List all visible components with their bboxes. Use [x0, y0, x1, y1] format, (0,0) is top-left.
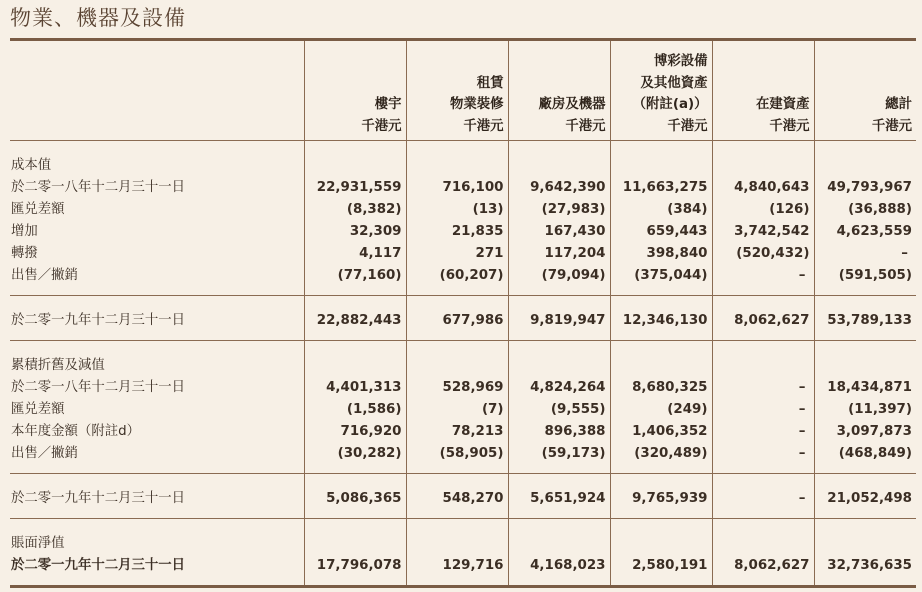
cell-value: 167,430	[544, 224, 606, 239]
cell-value: 2,580,191	[632, 558, 708, 573]
table-cell	[508, 177, 610, 199]
cell-value: –	[798, 402, 806, 417]
table-cell	[406, 377, 508, 399]
table-cell	[610, 177, 712, 199]
cell-value: (36,888)	[848, 202, 912, 217]
cell-value: (468,849)	[838, 446, 912, 461]
table-cell	[610, 310, 712, 332]
table-cell	[712, 177, 814, 199]
table-cell	[610, 377, 712, 399]
table-cell	[610, 199, 712, 221]
cell-value: (591,505)	[838, 268, 912, 283]
section-heading: 賬面淨值	[11, 536, 65, 551]
cell-value: 22,882,443	[316, 313, 402, 328]
table-cell	[610, 243, 712, 265]
table-row	[10, 310, 916, 332]
table-row	[10, 443, 916, 465]
table-cell	[304, 177, 406, 199]
cell-value: 8,680,325	[632, 380, 708, 395]
cell-value: (60,207)	[439, 268, 504, 283]
table-cell	[814, 243, 916, 265]
table-cell	[304, 199, 406, 221]
column-header	[712, 41, 814, 141]
cell-value: 4,168,023	[530, 558, 606, 573]
column-header-line	[713, 51, 810, 73]
table-cell	[814, 399, 916, 421]
cell-value: 716,920	[340, 424, 402, 439]
cell-value: –	[798, 380, 806, 395]
table-cell	[508, 243, 610, 265]
cell-value: (58,905)	[439, 446, 504, 461]
table-cell	[406, 310, 508, 332]
cell-value: 677,986	[442, 313, 504, 328]
cell-value: –	[798, 424, 806, 439]
column-header-line	[509, 73, 606, 95]
table-cell	[508, 421, 610, 443]
cell-value: (126)	[769, 202, 810, 217]
cell-value: 896,388	[544, 424, 606, 439]
cell-value: 4,401,313	[326, 380, 402, 395]
cell-value: 32,309	[349, 224, 402, 239]
table-cell	[610, 443, 712, 465]
cell-value: 3,097,873	[836, 424, 912, 439]
table-cell	[610, 421, 712, 443]
table-row	[10, 488, 916, 510]
column-header-line	[407, 51, 504, 73]
table-cell	[304, 310, 406, 332]
column-header-line: 租賃	[476, 75, 504, 91]
table-cell	[508, 443, 610, 465]
table-cell	[304, 221, 406, 243]
table-cell	[508, 377, 610, 399]
table-cell	[508, 399, 610, 421]
cell-value: (375,044)	[634, 268, 708, 283]
table-row	[10, 265, 916, 287]
cell-value: (30,282)	[337, 446, 402, 461]
section-heading-row	[10, 533, 916, 555]
table-cell	[814, 443, 916, 465]
column-unit: 千港元	[463, 118, 504, 134]
table-cell	[508, 265, 610, 287]
cell-value: 9,765,939	[632, 491, 708, 506]
cell-value: 21,835	[451, 224, 504, 239]
row-label: 本年度金額（附註d）	[11, 424, 141, 439]
row-label: 出售／撇銷	[11, 446, 78, 461]
section-heading-row	[10, 355, 916, 377]
table-cell	[406, 555, 508, 577]
ppe-table	[10, 38, 916, 588]
cell-value: (384)	[667, 202, 708, 217]
table-row	[10, 377, 916, 399]
cell-value: 9,642,390	[530, 180, 606, 195]
cell-value: 53,789,133	[827, 313, 912, 328]
cell-value: (27,983)	[541, 202, 606, 217]
table-cell	[712, 488, 814, 510]
table-cell	[304, 421, 406, 443]
row-label: 於二零一九年十二月三十一日	[11, 313, 186, 328]
cell-value: (8,382)	[346, 202, 402, 217]
header-blank	[10, 41, 304, 141]
cell-value: 4,840,643	[734, 180, 810, 195]
row-label: 出售／撇銷	[11, 268, 78, 283]
table-row	[10, 399, 916, 421]
table-cell	[712, 555, 814, 577]
column-header-line: 廠房及機器	[538, 97, 606, 112]
table-cell	[712, 265, 814, 287]
column-header-line	[713, 73, 810, 95]
table-cell	[814, 555, 916, 577]
cell-value: 8,062,627	[734, 558, 810, 573]
cell-value: 548,270	[442, 491, 504, 506]
cell-value: (320,489)	[634, 446, 708, 461]
table-cell	[712, 443, 814, 465]
table-cell	[508, 488, 610, 510]
column-unit: 千港元	[361, 118, 402, 134]
row-label: 轉撥	[11, 246, 38, 261]
column-header-row	[10, 41, 916, 141]
cell-value: (77,160)	[337, 268, 402, 283]
cell-value: 129,716	[442, 558, 504, 573]
table-cell	[406, 221, 508, 243]
cell-value: (1,586)	[346, 402, 402, 417]
table-cell	[304, 488, 406, 510]
table-cell	[712, 310, 814, 332]
column-header-line: 博彩設備	[653, 54, 708, 69]
table-cell	[814, 265, 916, 287]
column-unit: 千港元	[565, 118, 606, 134]
cell-value: (59,173)	[541, 446, 606, 461]
table-cell	[712, 199, 814, 221]
table-cell	[712, 377, 814, 399]
table-cell	[508, 199, 610, 221]
table-cell	[406, 177, 508, 199]
table-cell	[814, 199, 916, 221]
table-cell	[814, 177, 916, 199]
table-row	[10, 177, 916, 199]
cell-value: 117,204	[544, 246, 606, 261]
cell-value: (7)	[481, 402, 504, 417]
column-header-line	[509, 51, 606, 73]
cell-value: (9,555)	[550, 402, 606, 417]
cell-value: 17,796,078	[316, 558, 402, 573]
column-header	[406, 41, 508, 141]
cell-value: 8,062,627	[734, 313, 810, 328]
cell-value: 21,052,498	[827, 491, 912, 506]
column-header	[304, 41, 406, 141]
row-label: 於二零一九年十二月三十一日	[11, 558, 186, 573]
table-cell	[814, 221, 916, 243]
table-row	[10, 221, 916, 243]
cell-value: 11,663,275	[622, 180, 708, 195]
table-cell	[610, 555, 712, 577]
table-cell	[304, 377, 406, 399]
cell-value: (79,094)	[541, 268, 606, 283]
table-cell	[304, 399, 406, 421]
row-label: 於二零一八年十二月三十一日	[11, 180, 186, 195]
table-cell	[406, 443, 508, 465]
table-cell	[610, 265, 712, 287]
row-label: 於二零一九年十二月三十一日	[11, 491, 186, 506]
cell-value: 4,824,264	[530, 380, 606, 395]
row-label: 增加	[11, 224, 38, 239]
table-cell	[814, 488, 916, 510]
section-heading: 成本值	[11, 158, 52, 173]
table-cell	[610, 488, 712, 510]
cell-value: –	[901, 246, 908, 261]
cell-value: 5,651,924	[530, 491, 606, 506]
cell-value: 4,623,559	[836, 224, 912, 239]
table-cell	[814, 421, 916, 443]
table-cell	[304, 265, 406, 287]
cell-value: 12,346,130	[622, 313, 708, 328]
table-cell	[406, 399, 508, 421]
table-cell	[508, 221, 610, 243]
column-header	[610, 41, 712, 141]
cell-value: 18,434,871	[827, 380, 912, 395]
column-unit: 千港元	[769, 118, 810, 134]
table-cell	[406, 488, 508, 510]
cell-value: (520,432)	[736, 246, 810, 261]
cell-value: (13)	[472, 202, 504, 217]
table-cell	[406, 199, 508, 221]
table-cell	[508, 310, 610, 332]
column-header-line	[305, 51, 402, 73]
table-cell	[610, 399, 712, 421]
column-header-line	[815, 51, 913, 73]
table-cell	[712, 221, 814, 243]
table-row	[10, 243, 916, 265]
column-header-line: 總計	[885, 97, 912, 112]
section-heading-row	[10, 155, 916, 177]
table-row	[10, 421, 916, 443]
table-cell	[304, 243, 406, 265]
cell-value: 659,443	[646, 224, 708, 239]
column-header-line: 物業裝修	[449, 97, 504, 112]
table-row	[10, 555, 916, 577]
cell-value: 3,742,542	[734, 224, 810, 239]
cell-value: 9,819,947	[530, 313, 606, 328]
cell-value: 1,406,352	[632, 424, 708, 439]
table-row	[10, 199, 916, 221]
row-label: 匯兑差額	[11, 202, 65, 217]
table-cell	[814, 310, 916, 332]
row-label: 匯兑差額	[11, 402, 65, 417]
column-header-line: 及其他資產	[640, 75, 708, 91]
column-header-line: 在建資產	[755, 97, 810, 112]
table-cell	[406, 421, 508, 443]
column-header-line: 樓宇	[374, 97, 402, 112]
cell-value: 32,736,635	[827, 558, 912, 573]
table-cell	[406, 265, 508, 287]
cell-value: 271	[475, 246, 504, 261]
table-cell	[508, 555, 610, 577]
cell-value: 528,969	[442, 380, 504, 395]
cell-value: (249)	[667, 402, 708, 417]
column-header	[814, 41, 916, 141]
cell-value: 78,213	[451, 424, 504, 439]
table-cell	[304, 555, 406, 577]
cell-value: –	[798, 268, 806, 283]
section-heading: 累積折舊及減值	[11, 358, 105, 373]
table-cell	[610, 221, 712, 243]
cell-value: 5,086,365	[326, 491, 402, 506]
cell-value: 4,117	[359, 246, 402, 261]
cell-value: –	[798, 491, 806, 506]
column-header	[508, 41, 610, 141]
column-header-line: （附註(a)）	[632, 97, 708, 112]
table-cell	[304, 443, 406, 465]
table-cell	[814, 377, 916, 399]
column-header-line	[305, 73, 402, 95]
table-cell	[712, 421, 814, 443]
column-unit: 千港元	[667, 118, 708, 134]
cell-value: 716,100	[442, 180, 504, 195]
cell-value: –	[798, 446, 806, 461]
cell-value: (11,397)	[848, 402, 912, 417]
cell-value: 398,840	[646, 246, 708, 261]
page-title: 物業、機器及設備	[10, 6, 186, 30]
column-header-line	[815, 73, 913, 95]
table-cell	[712, 243, 814, 265]
row-label: 於二零一八年十二月三十一日	[11, 380, 186, 395]
cell-value: 49,793,967	[827, 180, 912, 195]
column-unit: 千港元	[871, 118, 912, 134]
cell-value: 22,931,559	[316, 180, 402, 195]
table-cell	[406, 243, 508, 265]
table-cell	[712, 399, 814, 421]
